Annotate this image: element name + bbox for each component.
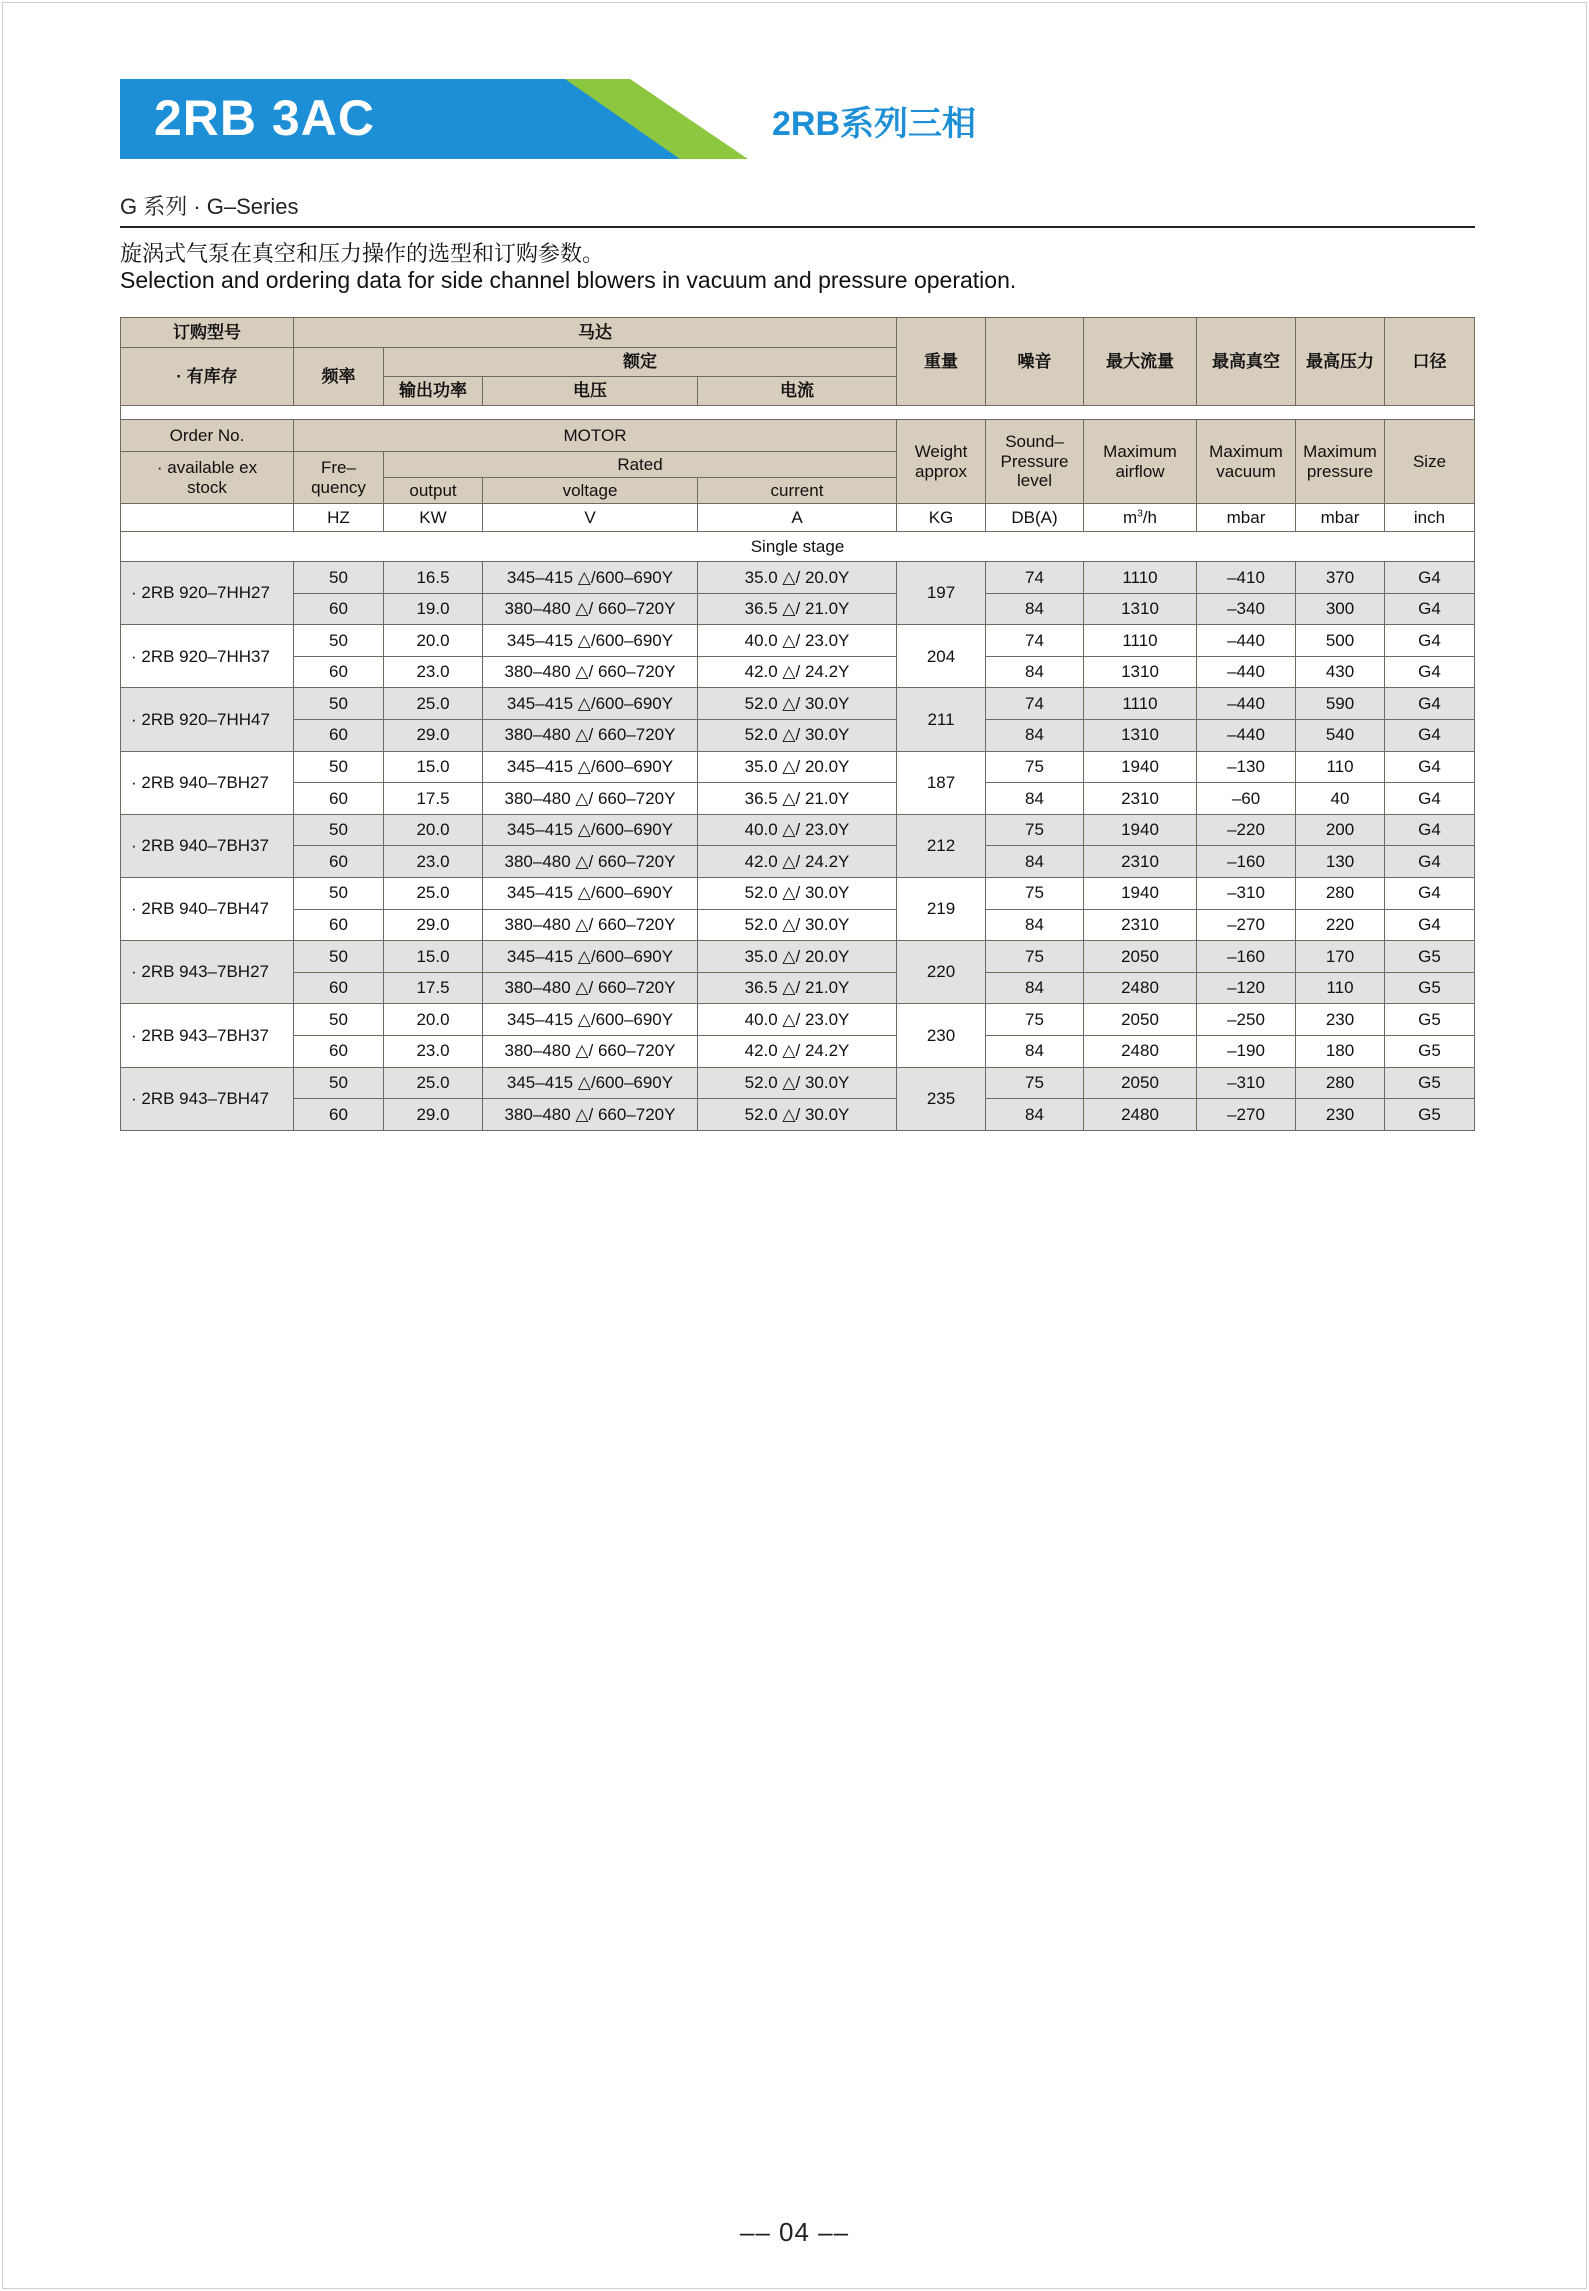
cell-kw: 25.0 bbox=[384, 877, 483, 909]
cell-freq: 60 bbox=[294, 656, 384, 688]
cell-freq: 50 bbox=[294, 625, 384, 657]
cell-vac: –60 bbox=[1197, 783, 1296, 815]
cell-freq: 60 bbox=[294, 719, 384, 751]
unit-noise: DB(A) bbox=[986, 504, 1084, 532]
cell-weight: 220 bbox=[897, 941, 986, 1004]
intro-text-en: Selection and ordering data for side channel blowers in vacuum and pressure operation. bbox=[120, 267, 1017, 293]
cell-a: 52.0 △/ 30.0Y bbox=[698, 1067, 897, 1099]
table-row bbox=[121, 846, 1475, 878]
cell-kw: 17.5 bbox=[384, 783, 483, 815]
cell-vac: –310 bbox=[1197, 877, 1296, 909]
cell-kw: 16.5 bbox=[384, 562, 483, 594]
unit-size: inch bbox=[1385, 504, 1475, 532]
cell-freq: 60 bbox=[294, 593, 384, 625]
cell-db: 75 bbox=[986, 751, 1084, 783]
cell-flow: 2310 bbox=[1084, 909, 1197, 941]
th-freq-cn: 频率 bbox=[294, 348, 384, 406]
th-pressure-en: Maximum pressure bbox=[1296, 420, 1385, 504]
th-size-cn: 口径 bbox=[1385, 318, 1475, 406]
cell-size: G4 bbox=[1385, 593, 1475, 625]
cell-a: 35.0 △/ 20.0Y bbox=[698, 941, 897, 973]
cell-size: G4 bbox=[1385, 656, 1475, 688]
cell-kw: 15.0 bbox=[384, 751, 483, 783]
cell-db: 75 bbox=[986, 814, 1084, 846]
th-rated-cn: 额定 bbox=[384, 348, 897, 377]
th-output-en: output bbox=[384, 478, 483, 504]
cell-size: G4 bbox=[1385, 688, 1475, 720]
cell-v: 380–480 △/ 660–720Y bbox=[483, 593, 698, 625]
table-row bbox=[121, 972, 1475, 1004]
table-row bbox=[121, 1004, 1475, 1036]
cell-db: 75 bbox=[986, 1004, 1084, 1036]
cell-v: 345–415 △/600–690Y bbox=[483, 751, 698, 783]
cell-flow: 1940 bbox=[1084, 814, 1197, 846]
cell-pres: 200 bbox=[1296, 814, 1385, 846]
table-row bbox=[121, 1067, 1475, 1099]
cell-a: 35.0 △/ 20.0Y bbox=[698, 751, 897, 783]
cell-pres: 300 bbox=[1296, 593, 1385, 625]
title-banner bbox=[120, 79, 750, 159]
cell-db: 84 bbox=[986, 846, 1084, 878]
cell-pres: 110 bbox=[1296, 751, 1385, 783]
cell-size: G4 bbox=[1385, 719, 1475, 751]
cell-size: G5 bbox=[1385, 1035, 1475, 1067]
cell-flow: 2480 bbox=[1084, 1099, 1197, 1131]
cell-a: 52.0 △/ 30.0Y bbox=[698, 688, 897, 720]
cell-a: 36.5 △/ 21.0Y bbox=[698, 783, 897, 815]
cell-vac: –270 bbox=[1197, 1099, 1296, 1131]
cell-a: 42.0 △/ 24.2Y bbox=[698, 846, 897, 878]
cell-freq: 50 bbox=[294, 1004, 384, 1036]
cell-pres: 110 bbox=[1296, 972, 1385, 1004]
cell-kw: 29.0 bbox=[384, 1099, 483, 1131]
cell-a: 52.0 △/ 30.0Y bbox=[698, 877, 897, 909]
unit-blank bbox=[121, 504, 294, 532]
cell-db: 74 bbox=[986, 625, 1084, 657]
table-row bbox=[121, 941, 1475, 973]
th-rated-en: Rated bbox=[384, 452, 897, 478]
cell-pres: 220 bbox=[1296, 909, 1385, 941]
cell-size: G4 bbox=[1385, 783, 1475, 815]
header-cn bbox=[121, 318, 1475, 420]
model-cell: · 2RB 920–7HH47 bbox=[121, 688, 294, 751]
table-row bbox=[121, 656, 1475, 688]
cell-db: 84 bbox=[986, 1099, 1084, 1131]
cell-vac: –440 bbox=[1197, 656, 1296, 688]
th-stock-cn: · 有库存 bbox=[121, 348, 294, 406]
th-freq-en: Fre– quency bbox=[294, 452, 384, 504]
cell-size: G4 bbox=[1385, 751, 1475, 783]
th-size-en: Size bbox=[1385, 420, 1475, 504]
cell-v: 380–480 △/ 660–720Y bbox=[483, 1099, 698, 1131]
model-cell: · 2RB 943–7BH27 bbox=[121, 941, 294, 1004]
cell-a: 52.0 △/ 30.0Y bbox=[698, 909, 897, 941]
cell-weight: 187 bbox=[897, 751, 986, 814]
cell-kw: 15.0 bbox=[384, 941, 483, 973]
cell-kw: 20.0 bbox=[384, 814, 483, 846]
cell-freq: 60 bbox=[294, 1035, 384, 1067]
table-row bbox=[121, 562, 1475, 594]
cell-vac: –310 bbox=[1197, 1067, 1296, 1099]
table-row bbox=[121, 1099, 1475, 1131]
cell-weight: 212 bbox=[897, 814, 986, 877]
cell-pres: 500 bbox=[1296, 625, 1385, 657]
cell-pres: 540 bbox=[1296, 719, 1385, 751]
cell-kw: 20.0 bbox=[384, 1004, 483, 1036]
table-row bbox=[121, 877, 1475, 909]
table-row bbox=[121, 1035, 1475, 1067]
model-cell: · 2RB 940–7BH47 bbox=[121, 877, 294, 940]
cell-weight: 204 bbox=[897, 625, 986, 688]
cell-db: 84 bbox=[986, 656, 1084, 688]
cell-freq: 50 bbox=[294, 877, 384, 909]
cell-kw: 20.0 bbox=[384, 625, 483, 657]
cell-db: 84 bbox=[986, 593, 1084, 625]
cell-flow: 1310 bbox=[1084, 656, 1197, 688]
cell-freq: 50 bbox=[294, 751, 384, 783]
cell-flow: 2480 bbox=[1084, 1035, 1197, 1067]
unit-vacuum: mbar bbox=[1197, 504, 1296, 532]
cell-flow: 1940 bbox=[1084, 751, 1197, 783]
cell-a: 40.0 △/ 23.0Y bbox=[698, 1004, 897, 1036]
cell-pres: 280 bbox=[1296, 1067, 1385, 1099]
cell-vac: –120 bbox=[1197, 972, 1296, 1004]
cell-vac: –250 bbox=[1197, 1004, 1296, 1036]
cell-v: 380–480 △/ 660–720Y bbox=[483, 783, 698, 815]
th-motor-cn: 马达 bbox=[294, 318, 897, 348]
cell-vac: –440 bbox=[1197, 719, 1296, 751]
cell-flow: 2310 bbox=[1084, 783, 1197, 815]
cell-kw: 19.0 bbox=[384, 593, 483, 625]
cell-pres: 130 bbox=[1296, 846, 1385, 878]
cell-vac: –440 bbox=[1197, 688, 1296, 720]
data-body bbox=[121, 562, 1475, 1131]
cell-flow: 1110 bbox=[1084, 625, 1197, 657]
unit-airflow: $m^3/h$ bbox=[1084, 504, 1197, 532]
cell-freq: 60 bbox=[294, 909, 384, 941]
cell-weight: 230 bbox=[897, 1004, 986, 1067]
cell-size: G4 bbox=[1385, 625, 1475, 657]
table-row bbox=[121, 625, 1475, 657]
header-en bbox=[121, 420, 1475, 562]
cell-a: 52.0 △/ 30.0Y bbox=[698, 719, 897, 751]
unit-freq: HZ bbox=[294, 504, 384, 532]
cell-db: 74 bbox=[986, 688, 1084, 720]
th-output-cn: 输出功率 bbox=[384, 377, 483, 406]
cell-weight: 211 bbox=[897, 688, 986, 751]
th-weight-en: Weight approx bbox=[897, 420, 986, 504]
spec-table bbox=[120, 317, 1475, 1131]
cell-a: 40.0 △/ 23.0Y bbox=[698, 814, 897, 846]
cell-db: 84 bbox=[986, 783, 1084, 815]
model-cell: · 2RB 920–7HH37 bbox=[121, 625, 294, 688]
cell-db: 84 bbox=[986, 719, 1084, 751]
cell-size: G4 bbox=[1385, 909, 1475, 941]
cell-db: 75 bbox=[986, 1067, 1084, 1099]
cell-freq: 60 bbox=[294, 972, 384, 1004]
cell-pres: 280 bbox=[1296, 877, 1385, 909]
table-row bbox=[121, 814, 1475, 846]
th-pressure-cn: 最高压力 bbox=[1296, 318, 1385, 406]
th-airflow-cn: 最大流量 bbox=[1084, 318, 1197, 406]
cell-freq: 60 bbox=[294, 1099, 384, 1131]
series-label: G 系列 · G–Series bbox=[120, 194, 299, 219]
cell-size: G4 bbox=[1385, 562, 1475, 594]
th-current-en: current bbox=[698, 478, 897, 504]
th-noise-en: Sound– Pressure level bbox=[986, 420, 1084, 504]
cell-flow: 2050 bbox=[1084, 1004, 1197, 1036]
cell-vac: –220 bbox=[1197, 814, 1296, 846]
cell-flow: 2050 bbox=[1084, 941, 1197, 973]
cell-size: G5 bbox=[1385, 1004, 1475, 1036]
cell-freq: 50 bbox=[294, 688, 384, 720]
cell-size: G5 bbox=[1385, 1067, 1475, 1099]
cell-vac: –410 bbox=[1197, 562, 1296, 594]
model-cell: · 2RB 943–7BH47 bbox=[121, 1067, 294, 1130]
cell-vac: –190 bbox=[1197, 1035, 1296, 1067]
cell-size: G4 bbox=[1385, 846, 1475, 878]
page-title: 2RB 3AC bbox=[154, 90, 375, 146]
cell-kw: 25.0 bbox=[384, 688, 483, 720]
cell-flow: 2050 bbox=[1084, 1067, 1197, 1099]
model-cell: · 2RB 943–7BH37 bbox=[121, 1004, 294, 1067]
cell-v: 380–480 △/ 660–720Y bbox=[483, 719, 698, 751]
th-vacuum-cn: 最高真空 bbox=[1197, 318, 1296, 406]
model-cell: · 2RB 920–7HH27 bbox=[121, 562, 294, 625]
table-row bbox=[121, 909, 1475, 941]
cell-size: G5 bbox=[1385, 1099, 1475, 1131]
cell-v: 380–480 △/ 660–720Y bbox=[483, 846, 698, 878]
cell-v: 380–480 △/ 660–720Y bbox=[483, 656, 698, 688]
cell-v: 380–480 △/ 660–720Y bbox=[483, 972, 698, 1004]
th-stock-en: · available ex stock bbox=[121, 452, 294, 504]
cell-a: 36.5 △/ 21.0Y bbox=[698, 593, 897, 625]
cell-pres: 230 bbox=[1296, 1099, 1385, 1131]
unit-pressure: mbar bbox=[1296, 504, 1385, 532]
section-label: Single stage bbox=[121, 532, 1475, 562]
cell-vac: –160 bbox=[1197, 941, 1296, 973]
th-airflow-en: Maximum airflow bbox=[1084, 420, 1197, 504]
cell-vac: –130 bbox=[1197, 751, 1296, 783]
cell-kw: 29.0 bbox=[384, 909, 483, 941]
cell-freq: 50 bbox=[294, 562, 384, 594]
cell-size: G4 bbox=[1385, 814, 1475, 846]
cell-db: 74 bbox=[986, 562, 1084, 594]
th-weight-cn: 重量 bbox=[897, 318, 986, 406]
cell-size: G5 bbox=[1385, 972, 1475, 1004]
cell-v: 345–415 △/600–690Y bbox=[483, 562, 698, 594]
cell-v: 380–480 △/ 660–720Y bbox=[483, 1035, 698, 1067]
cell-freq: 60 bbox=[294, 846, 384, 878]
series-divider bbox=[120, 226, 1475, 228]
unit-output: KW bbox=[384, 504, 483, 532]
th-voltage-en: voltage bbox=[483, 478, 698, 504]
cell-a: 40.0 △/ 23.0Y bbox=[698, 625, 897, 657]
header-gap bbox=[121, 406, 1475, 420]
cell-vac: –160 bbox=[1197, 846, 1296, 878]
cell-db: 84 bbox=[986, 1035, 1084, 1067]
model-cell: · 2RB 940–7BH27 bbox=[121, 751, 294, 814]
unit-weight: KG bbox=[897, 504, 986, 532]
th-order-no-en: Order No. bbox=[121, 420, 294, 452]
cell-pres: 590 bbox=[1296, 688, 1385, 720]
cell-freq: 50 bbox=[294, 814, 384, 846]
cell-size: G4 bbox=[1385, 877, 1475, 909]
unit-voltage: V bbox=[483, 504, 698, 532]
cell-kw: 25.0 bbox=[384, 1067, 483, 1099]
table-row bbox=[121, 751, 1475, 783]
cell-flow: 1110 bbox=[1084, 562, 1197, 594]
cell-v: 345–415 △/600–690Y bbox=[483, 688, 698, 720]
unit-current: A bbox=[698, 504, 897, 532]
cell-vac: –340 bbox=[1197, 593, 1296, 625]
table-row bbox=[121, 593, 1475, 625]
cell-freq: 60 bbox=[294, 783, 384, 815]
cell-v: 345–415 △/600–690Y bbox=[483, 1004, 698, 1036]
page-subtitle: 2RB系列三相 bbox=[772, 105, 977, 143]
cell-pres: 180 bbox=[1296, 1035, 1385, 1067]
cell-flow: 1310 bbox=[1084, 719, 1197, 751]
cell-kw: 23.0 bbox=[384, 1035, 483, 1067]
cell-weight: 235 bbox=[897, 1067, 986, 1130]
cell-v: 345–415 △/600–690Y bbox=[483, 814, 698, 846]
cell-db: 75 bbox=[986, 877, 1084, 909]
cell-pres: 230 bbox=[1296, 1004, 1385, 1036]
cell-pres: 370 bbox=[1296, 562, 1385, 594]
cell-kw: 23.0 bbox=[384, 846, 483, 878]
cell-freq: 50 bbox=[294, 941, 384, 973]
cell-a: 36.5 △/ 21.0Y bbox=[698, 972, 897, 1004]
cell-weight: 197 bbox=[897, 562, 986, 625]
cell-flow: 1310 bbox=[1084, 593, 1197, 625]
page-number: –– 04 –– bbox=[739, 2217, 850, 2247]
cell-flow: 2480 bbox=[1084, 972, 1197, 1004]
cell-v: 345–415 △/600–690Y bbox=[483, 877, 698, 909]
table-row bbox=[121, 688, 1475, 720]
cell-pres: 40 bbox=[1296, 783, 1385, 815]
cell-db: 84 bbox=[986, 909, 1084, 941]
table-row bbox=[121, 783, 1475, 815]
cell-a: 52.0 △/ 30.0Y bbox=[698, 1099, 897, 1131]
cell-a: 35.0 △/ 20.0Y bbox=[698, 562, 897, 594]
cell-kw: 29.0 bbox=[384, 719, 483, 751]
cell-db: 84 bbox=[986, 972, 1084, 1004]
cell-pres: 430 bbox=[1296, 656, 1385, 688]
cell-vac: –270 bbox=[1197, 909, 1296, 941]
cell-kw: 23.0 bbox=[384, 656, 483, 688]
cell-weight: 219 bbox=[897, 877, 986, 940]
cell-a: 42.0 △/ 24.2Y bbox=[698, 656, 897, 688]
cell-flow: 1110 bbox=[1084, 688, 1197, 720]
model-cell: · 2RB 940–7BH37 bbox=[121, 814, 294, 877]
cell-size: G5 bbox=[1385, 941, 1475, 973]
cell-db: 75 bbox=[986, 941, 1084, 973]
cell-flow: 2310 bbox=[1084, 846, 1197, 878]
th-current-cn: 电流 bbox=[698, 377, 897, 406]
cell-a: 42.0 △/ 24.2Y bbox=[698, 1035, 897, 1067]
cell-flow: 1940 bbox=[1084, 877, 1197, 909]
cell-v: 345–415 △/600–690Y bbox=[483, 941, 698, 973]
cell-v: 345–415 △/600–690Y bbox=[483, 625, 698, 657]
cell-vac: –440 bbox=[1197, 625, 1296, 657]
cell-v: 345–415 △/600–690Y bbox=[483, 1067, 698, 1099]
cell-pres: 170 bbox=[1296, 941, 1385, 973]
th-noise-cn: 噪音 bbox=[986, 318, 1084, 406]
intro-text-cn: 旋涡式气泵在真空和压力操作的选型和订购参数。 bbox=[120, 241, 605, 266]
cell-freq: 50 bbox=[294, 1067, 384, 1099]
cell-kw: 17.5 bbox=[384, 972, 483, 1004]
th-order-no-cn: 订购型号 bbox=[121, 318, 294, 348]
th-vacuum-en: Maximum vacuum bbox=[1197, 420, 1296, 504]
cell-v: 380–480 △/ 660–720Y bbox=[483, 909, 698, 941]
table-row bbox=[121, 719, 1475, 751]
th-motor-en: MOTOR bbox=[294, 420, 897, 452]
th-voltage-cn: 电压 bbox=[483, 377, 698, 406]
